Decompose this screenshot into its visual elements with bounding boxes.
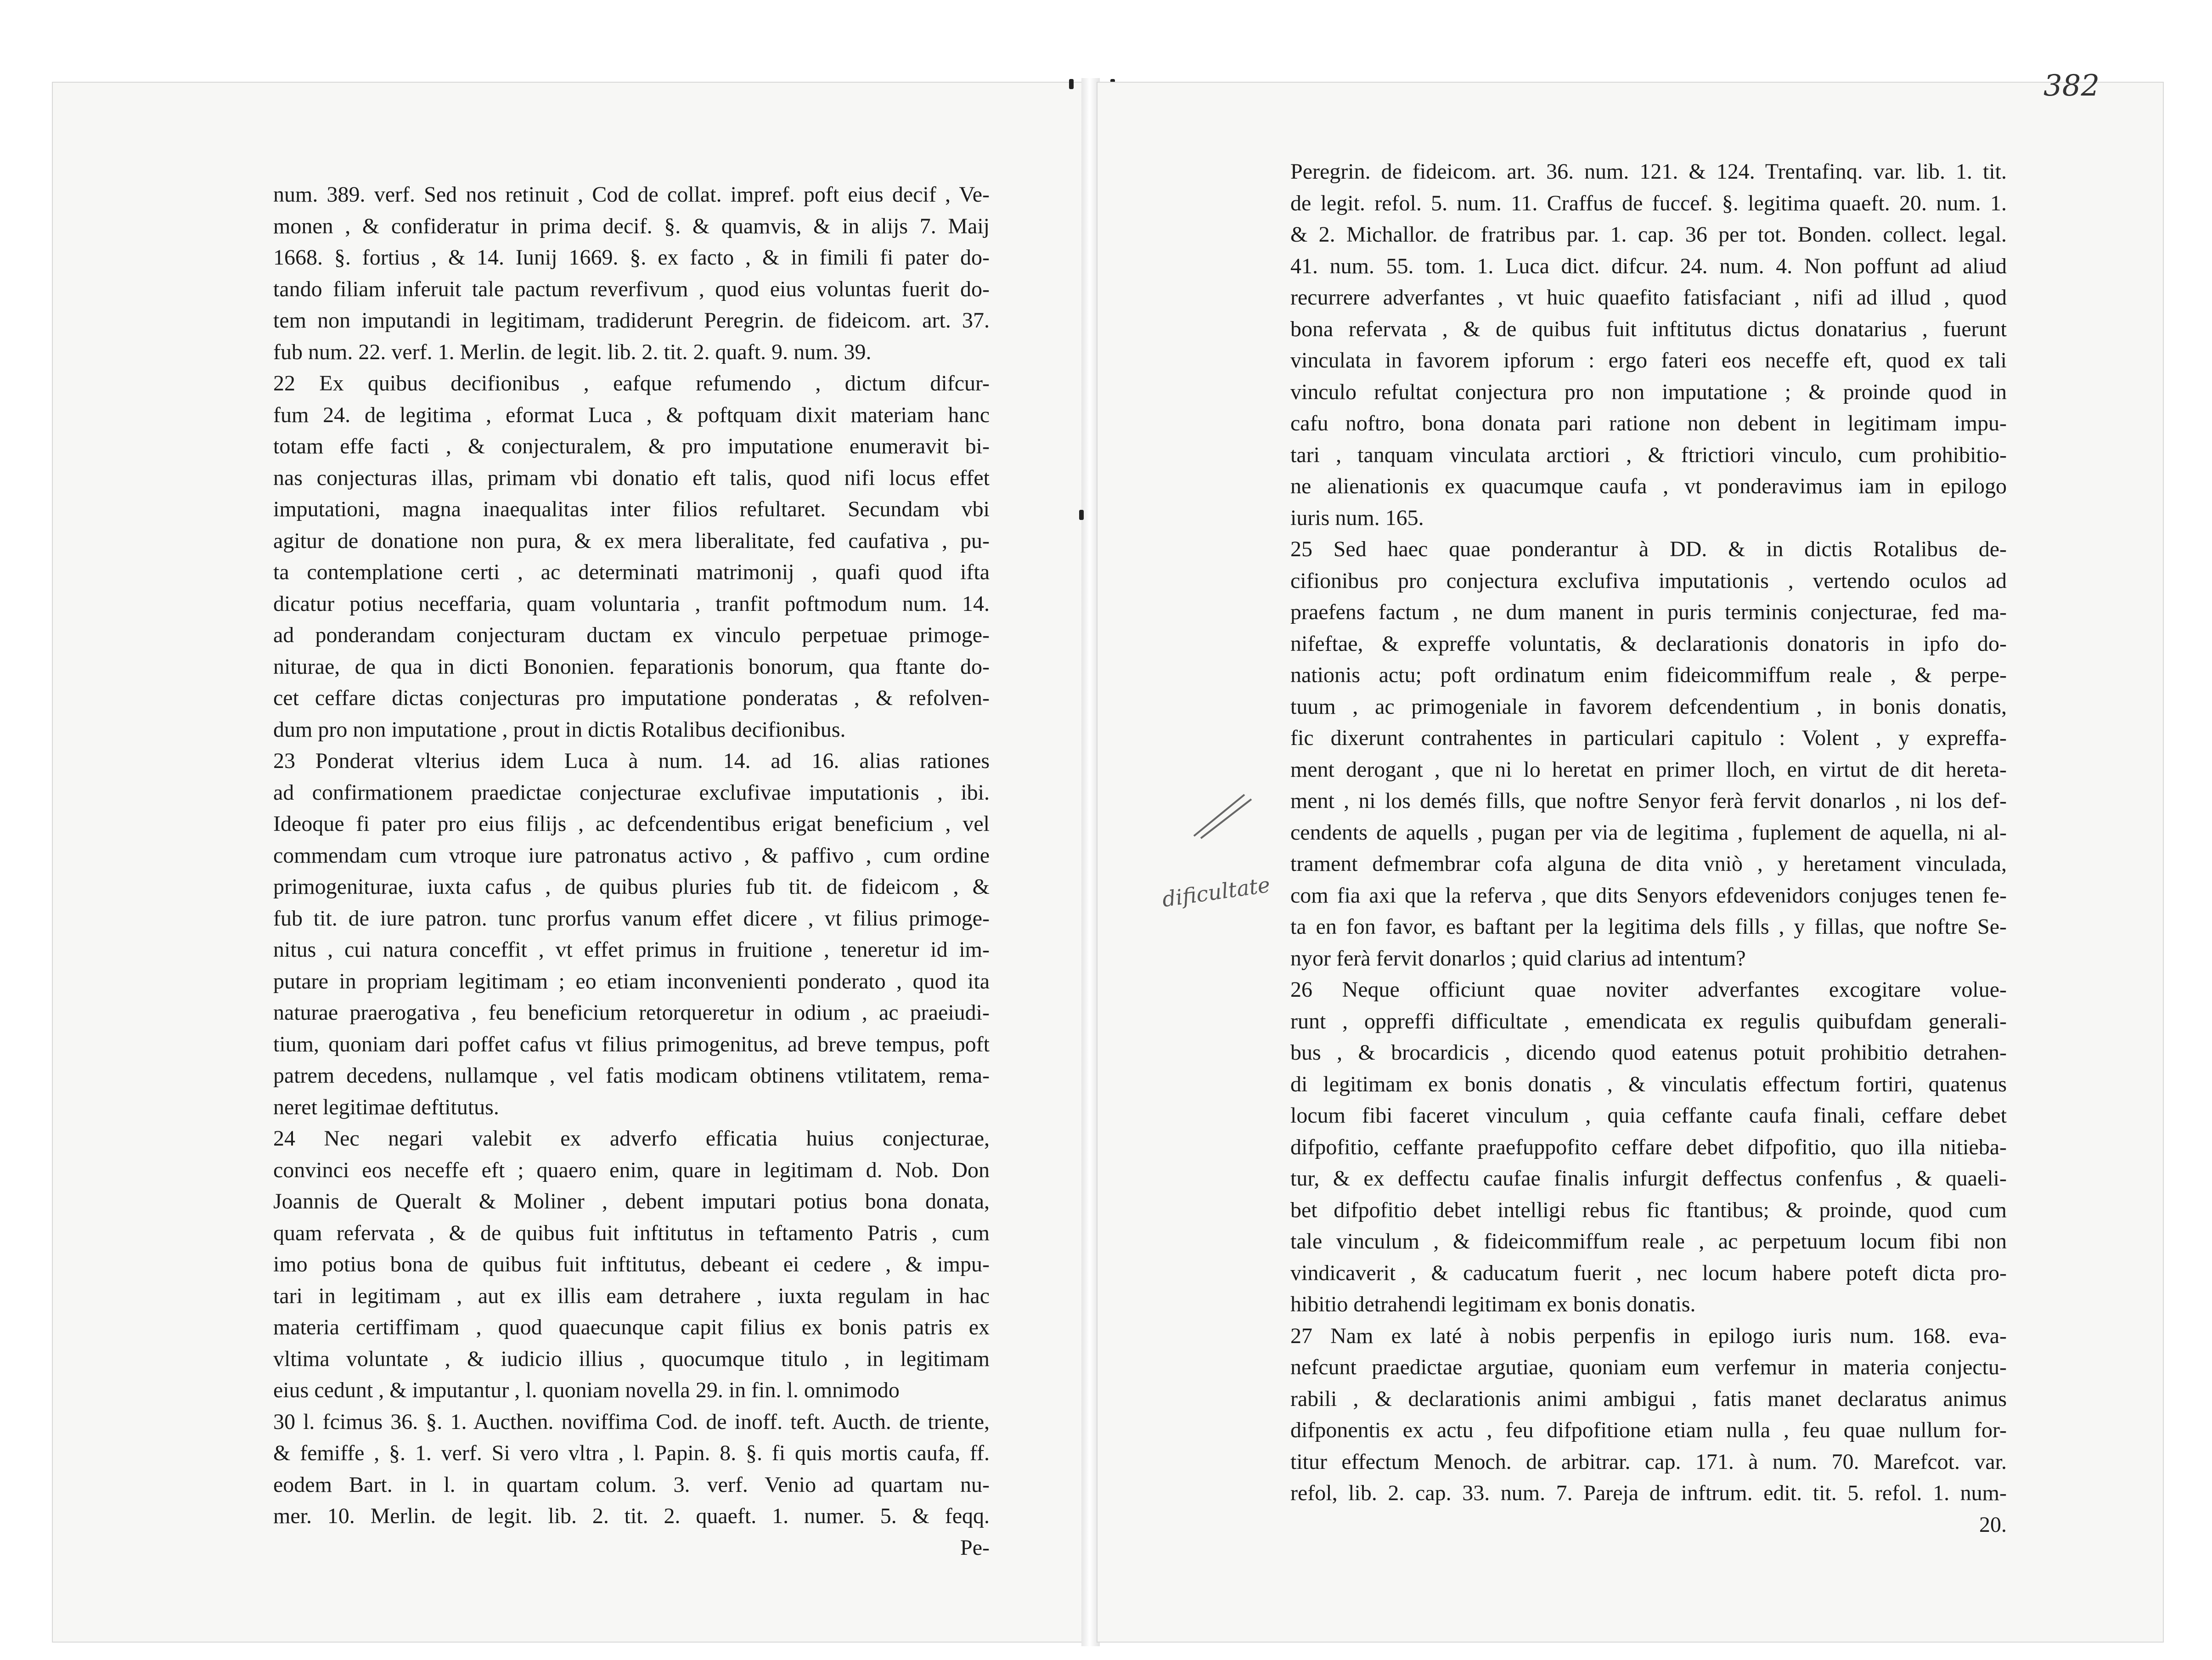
text-line: vindicaverit , & caducatum fuerit , nec locum habere poteft dicta pro- (1290, 1260, 2007, 1285)
text-line: difpofitio, ceffante praefuppofito ceffare debet difpofitio, quo illa nitieba- (1290, 1135, 2007, 1159)
text-line: convinci eos neceffe eft ; quaero enim, quare in legitimam d. Nob. Don (273, 1157, 990, 1182)
text-line: 1668. §. fortius , & 14. Iunij 1669. §. ex facto , & in fimili fi pater do- (273, 245, 990, 270)
text-line: ne alienationis ex quacumque caufa , vt ponderavimus iam in epilogo (1290, 474, 2007, 498)
text-line: tari in legitimam , aut ex illis eam detrahere , iuxta regulam in hac (273, 1283, 990, 1308)
text-line: di legitimam ex bonis donatis , & vinculatis effectum fortiri, quatenus (1290, 1072, 2007, 1096)
text-line: primogeniturae, iuxta cafus , de quibus pluries fub tit. de fideicom , & (273, 875, 990, 899)
text-line: bona refervata , & de quibus fuit inftitutus dictus donatarius , fuerunt (1290, 316, 2007, 341)
text-line: niturae, de qua in dicti Bononien. feparationis bonorum, qua ftante do- (273, 654, 990, 679)
text-line: runt , oppreffi difficultate , emendicata ex regulis quibufdam generali- (1290, 1009, 2007, 1033)
text-line: hibitio detrahendi legitimam ex bonis donatis. (1290, 1292, 1696, 1316)
text-line: ta en fon favor, es baftant per la legitima dels fills , y fillas, que noftre Se- (1290, 915, 2007, 939)
text-line: nationis actu; poft ordinatum enim fideicommiffum reale , & perpe- (1290, 663, 2007, 687)
text-line: mer. 10. Merlin. de legit. lib. 2. tit. 2. quaeft. 1. numer. 5. & feqq. (273, 1504, 990, 1528)
text-line: num. 389. verf. Sed nos retinuit , Cod de collat. impref. poft eius decif , Ve- (273, 182, 990, 207)
text-line: cendents de aquells , pugan per via de legitima , fuplement de aquella, ni al- (1290, 820, 2007, 845)
text-line: 20. (1979, 1512, 2007, 1537)
text-line: tem non imputandi in legitimam, tradiderunt Peregrin. de fideicom. art. 37. (273, 308, 990, 333)
text-line: bus , & brocardicis , dicendo quod eatenus potuit prohibitio detrahen- (1290, 1040, 2007, 1065)
text-line: fub tit. de iure patron. tunc prorfus vanum effet dicere , vt filius primoge- (273, 906, 990, 931)
text-line: com fia axi que la referva , que dits Senyors efdevenidors conjuges tenen fe- (1290, 883, 2007, 908)
text-line: nefcunt praedictae argutiae, quoniam eum verfemur in materia conjectu- (1290, 1355, 2007, 1379)
text-line: bet difpofitio debet intelligi rebus fic ftantibus; & proinde, quod cum (1290, 1197, 2007, 1222)
text-line: materia certiffimam , quod quaecunque capit filius ex bonis patris ex (273, 1315, 990, 1339)
text-line: dicatur potius neceffaria, quam voluntaria , tranfit poftmodum num. 14. (273, 591, 990, 616)
text-line: ad ponderandam conjecturam ductam ex vinculo perpetuae primoge- (273, 623, 990, 647)
text-line: rabili , & declarationis animi ambigui , fatis manet declaratus animus (1290, 1386, 2007, 1411)
text-line: Ideoque fi pater pro eius filijs , ac defcendentibus erigat beneficium , vel (273, 812, 990, 836)
text-line: 26 Neque officiunt quae noviter adverfantes excogitare volue- (1290, 977, 2007, 1002)
text-line: nifeftae, & expreffe voluntatis, & declarationis donatoris in ipfo do- (1290, 631, 2007, 656)
text-line: praefens factum , ne dum manent in puris terminis conjecturae, fed ma- (1290, 600, 2007, 624)
text-line: eius cedunt , & imputantur , l. quoniam novella 29. in fin. l. omnimodo (273, 1378, 900, 1402)
folio-number: 382 (2043, 69, 2100, 103)
margin-pen-strokes (1189, 790, 1254, 841)
text-line: & femiffe , §. 1. verf. Si vero vltra , l. Papin. 8. §. fi quis mortis caufa, ff. (273, 1441, 990, 1465)
text-line: tuum , ac primogeniale in favorem defcendentium , in bonis donatis, (1290, 694, 2007, 719)
text-line: imputationi, magna inaequalitas inter filios refultaret. Secundam vbi (273, 497, 990, 521)
text-line: dum pro non imputatione , prout in dictis Rotalibus decifionibus. (273, 717, 846, 742)
text-line: nyor ferà fervit donarlos ; quid clarius ad intentum? (1290, 946, 1746, 971)
left-page (53, 83, 1084, 1642)
right-text-column (1290, 156, 2007, 1541)
text-line: cifionibus pro conjectura exclufiva imputationis , vertendo oculos ad (1290, 568, 2007, 593)
text-line: ment derogant , que ni lo heretat en primer lloch, en virtut de dit hereta- (1290, 757, 2007, 782)
text-line: nas conjecturas illas, primam vbi donatio eft talis, quod nifi locus effet (273, 465, 990, 490)
text-line: fic dixerunt contrahentes in particulari capitulo : Volent , y expreffa- (1290, 726, 2007, 750)
text-line: trament defmembrar cofa alguna de dita vniò , y heretament vinculada, (1290, 852, 2007, 876)
text-line: fub num. 22. verf. 1. Merlin. de legit. lib. 2. tit. 2. quaft. 9. num. 39. (273, 339, 872, 364)
text-line: 23 Ponderat vlterius idem Luca à num. 14. ad 16. alias rationes (273, 749, 990, 773)
text-line: 41. num. 55. tom. 1. Luca dict. difcur. 24. num. 4. Non poffunt ad aliud (1290, 254, 2007, 278)
text-line: 24 Nec negari valebit ex adverfo efficatia huius conjecturae, (273, 1126, 990, 1151)
text-line: ment , ni los demés fills, que noftre Senyor ferà fervit donarlos , ni los def- (1290, 789, 2007, 813)
text-line: ad confirmationem praedictae conjecturae exclufivae imputationis , ibi. (273, 780, 990, 805)
text-line: recurrere adverfantes , vt huic quaefito fatisfaciant , nifi ad illud , quod (1290, 285, 2007, 310)
text-line: monen , & confideratur in prima decif. §. & quamvis, & in alijs 7. Maij (273, 214, 990, 238)
text-line: tur, & ex deffectu caufae finalis infurgit deffectus confenfus , & quaeli- (1290, 1166, 2007, 1191)
text-line: cafu noftro, bona donata pari ratione non debent in legitimam impu- (1290, 411, 2007, 435)
text-line: tium, quoniam dari poffet cafus vt filius primogenitus, ad breve tempus, poft (273, 1032, 990, 1056)
margin-handwritten-note: dificultate (1160, 872, 1272, 912)
text-line: refol, lib. 2. cap. 33. num. 7. Pareja de inftrum. edit. tit. 5. refol. 1. num- (1290, 1481, 2007, 1505)
binding-mark-3 (1079, 510, 1084, 520)
text-line: vinculata in favorem ipforum : ergo fateri eos neceffe eft, quod ex tali (1290, 348, 2007, 373)
text-line: iuris num. 165. (1290, 505, 1424, 530)
text-line: nitus , cui natura conceffit , vt effet primus in fruitione , teneretur id im- (273, 937, 990, 962)
text-line: Peregrin. de fideicom. art. 36. num. 121. & 124. Trentafinq. var. lib. 1. tit. (1290, 159, 2007, 184)
text-line: tale vinculum , & fideicommiffum reale , ac perpetuum locum fibi non (1290, 1229, 2007, 1253)
text-line: difponentis ex actu , feu difpofitione etiam nulla , feu quae nullum for- (1290, 1418, 2007, 1442)
text-line: neret legitimae deftitutus. (273, 1095, 499, 1119)
text-line: patrem decedens, nullamque , vel fatis modicam obtinens vtilitatem, rema- (273, 1063, 990, 1088)
text-line: eodem Bart. in l. in quartam colum. 3. verf. Venio ad quartam nu- (273, 1472, 990, 1497)
text-line: 27 Nam ex laté à nobis perpenfis in epilogo iuris num. 168. eva- (1290, 1323, 2007, 1348)
text-line: ta contemplatione certi , ac determinati matrimonij , quafi quod ifta (273, 560, 990, 584)
text-line: vltima voluntate , & iudicio illius , quocumque titulo , in legitimam (273, 1346, 990, 1371)
text-line: Joannis de Queralt & Moliner , debent imputari potius bona donata, (273, 1189, 990, 1214)
text-line: de legit. refol. 5. num. 11. Craffus de fuccef. §. legitima quaeft. 20. num. 1. (1290, 191, 2007, 215)
text-line: vinculo refultat conjectura pro non imputatione ; & proinde quod in (1290, 379, 2007, 404)
text-line: 25 Sed haec quae ponderantur à DD. & in dictis Rotalibus de- (1290, 537, 2007, 561)
text-line: titur effectum Menoch. de arbitrar. cap. 171. à num. 70. Marefcot. var. (1290, 1449, 2007, 1474)
text-line: tari , tanquam vinculata arctiori , & ftrictiori vinculo, cum prohibitio- (1290, 442, 2007, 467)
text-line: quam refervata , & de quibus fuit inftitutus in teftamento Patris , cum (273, 1220, 990, 1245)
text-line: naturae praerogativa , feu beneficium retorqueretur in odium , ac praeiudi- (273, 1000, 990, 1025)
text-line: 22 Ex quibus decifionibus , eafque refumendo , dictum difcur- (273, 371, 990, 395)
text-line: tando filiam inferuit tale pactum reverfivum , quod eius voluntas fuerit do- (273, 277, 990, 301)
text-line: fum 24. de legitima , eformat Luca , & poftquam dixit materiam hanc (273, 402, 990, 427)
binding-mark-1 (1069, 79, 1074, 89)
text-line: & 2. Michallor. de fratribus par. 1. cap. 36 per tot. Bonden. collect. legal. (1290, 222, 2007, 247)
text-line: 30 l. fcimus 36. §. 1. Aucthen. noviffima Cod. de inoff. teft. Aucth. de triente, (273, 1409, 990, 1434)
book-spine (1081, 78, 1100, 1646)
text-line: Pe- (960, 1535, 990, 1560)
left-text-column (273, 179, 990, 1564)
text-line: agitur de donatione non pura, & ex mera liberalitate, fed caufativa , pu- (273, 528, 990, 553)
text-line: commendam cum vtroque iure patronatus activo , & paffivo , cum ordine (273, 843, 990, 868)
text-line: totam effe facti , & conjecturalem, & pro imputatione enumeravit bi- (273, 434, 990, 458)
text-line: putare in propriam legitimam ; eo etiam inconvenienti ponderato , quod ita (273, 969, 990, 994)
right-page (1098, 83, 2163, 1642)
text-line: cet ceffare dictas conjecturas pro imputatione ponderatas , & refolven- (273, 686, 990, 710)
text-line: imo potius bona de quibus fuit inftitutus, debeant ei cedere , & impu- (273, 1252, 990, 1276)
text-line: locum fibi faceret vinculum , quia ceffante caufa finali, ceffare debet (1290, 1103, 2007, 1128)
